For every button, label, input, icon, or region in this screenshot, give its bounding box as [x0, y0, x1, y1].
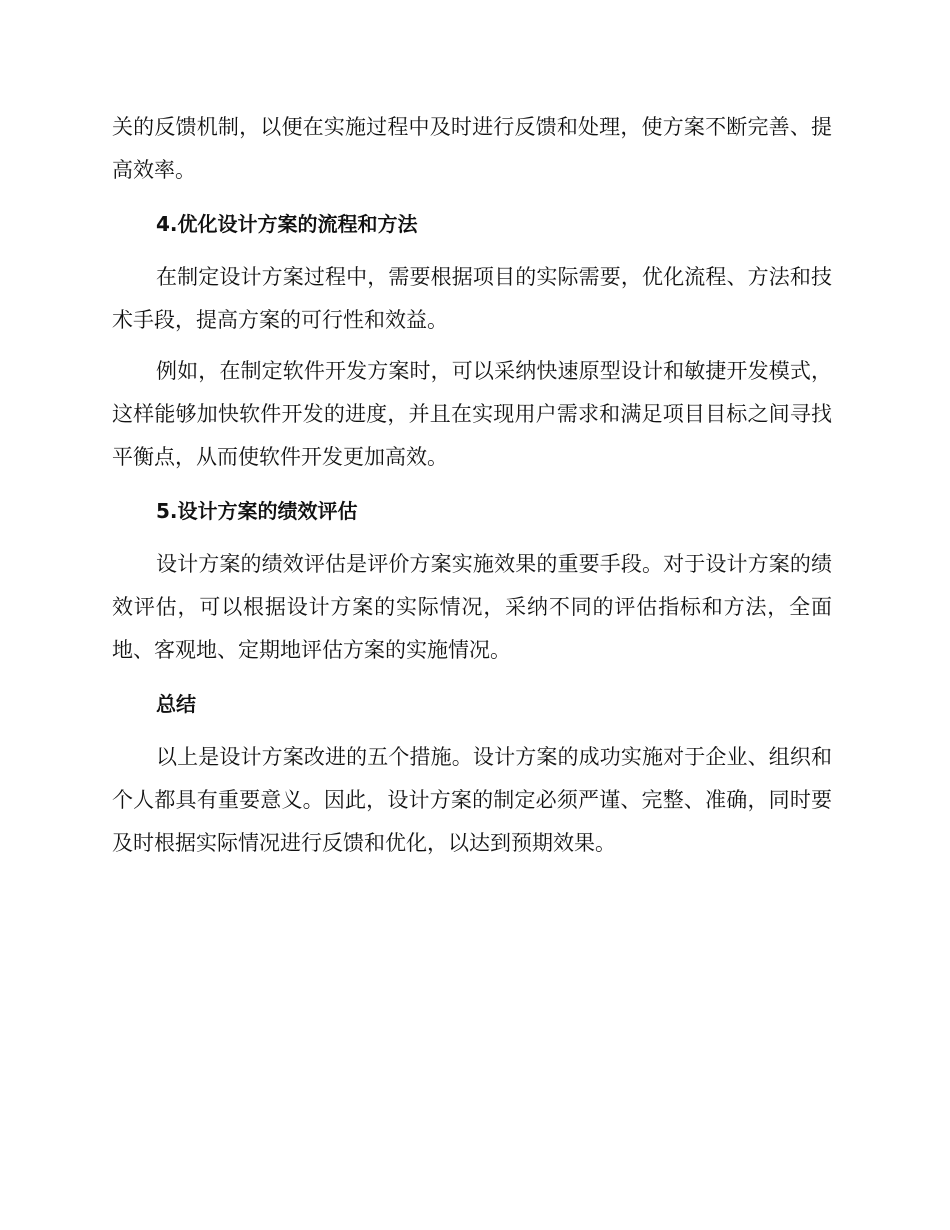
document-page: [112, 106, 832, 865]
section-heading-4: 4.优化设计方案的流程和方法: [156, 212, 418, 236]
paragraph-continuation: 关的反馈机制，以便在实施过程中及时进行反馈和处理，使方案不断完善、提高效率。: [112, 115, 832, 182]
section-heading-summary: 总结: [156, 692, 196, 716]
paragraph-optimize-process: 在制定设计方案过程中，需要根据项目的实际需要，优化流程、方法和技术手段，提高方案的可行性和效益。: [112, 265, 832, 332]
paragraph-summary: 以上是设计方案改进的五个措施。设计方案的成功实施对于企业、组织和个人都具有重要意义。因此，设计方案的制定必须严谨、完整、准确，同时要及时根据实际情况进行反馈和优化，以达到预期效果。: [112, 745, 832, 855]
paragraph-performance-evaluation: 设计方案的绩效评估是评价方案实施效果的重要手段。对于设计方案的绩效评估，可以根据设计方案的实际情况，采纳不同的评估指标和方法，全面地、客观地、定期地评估方案的实施情况。: [112, 552, 832, 662]
paragraph-software-example: 例如，在制定软件开发方案时，可以采纳快速原型设计和敏捷开发模式，这样能够加快软件开发的进度，并且在实现用户需求和满足项目目标之间寻找平衡点，从而使软件开发更加高效。: [112, 359, 832, 469]
section-heading-5: 5.设计方案的绩效评估: [156, 499, 358, 523]
